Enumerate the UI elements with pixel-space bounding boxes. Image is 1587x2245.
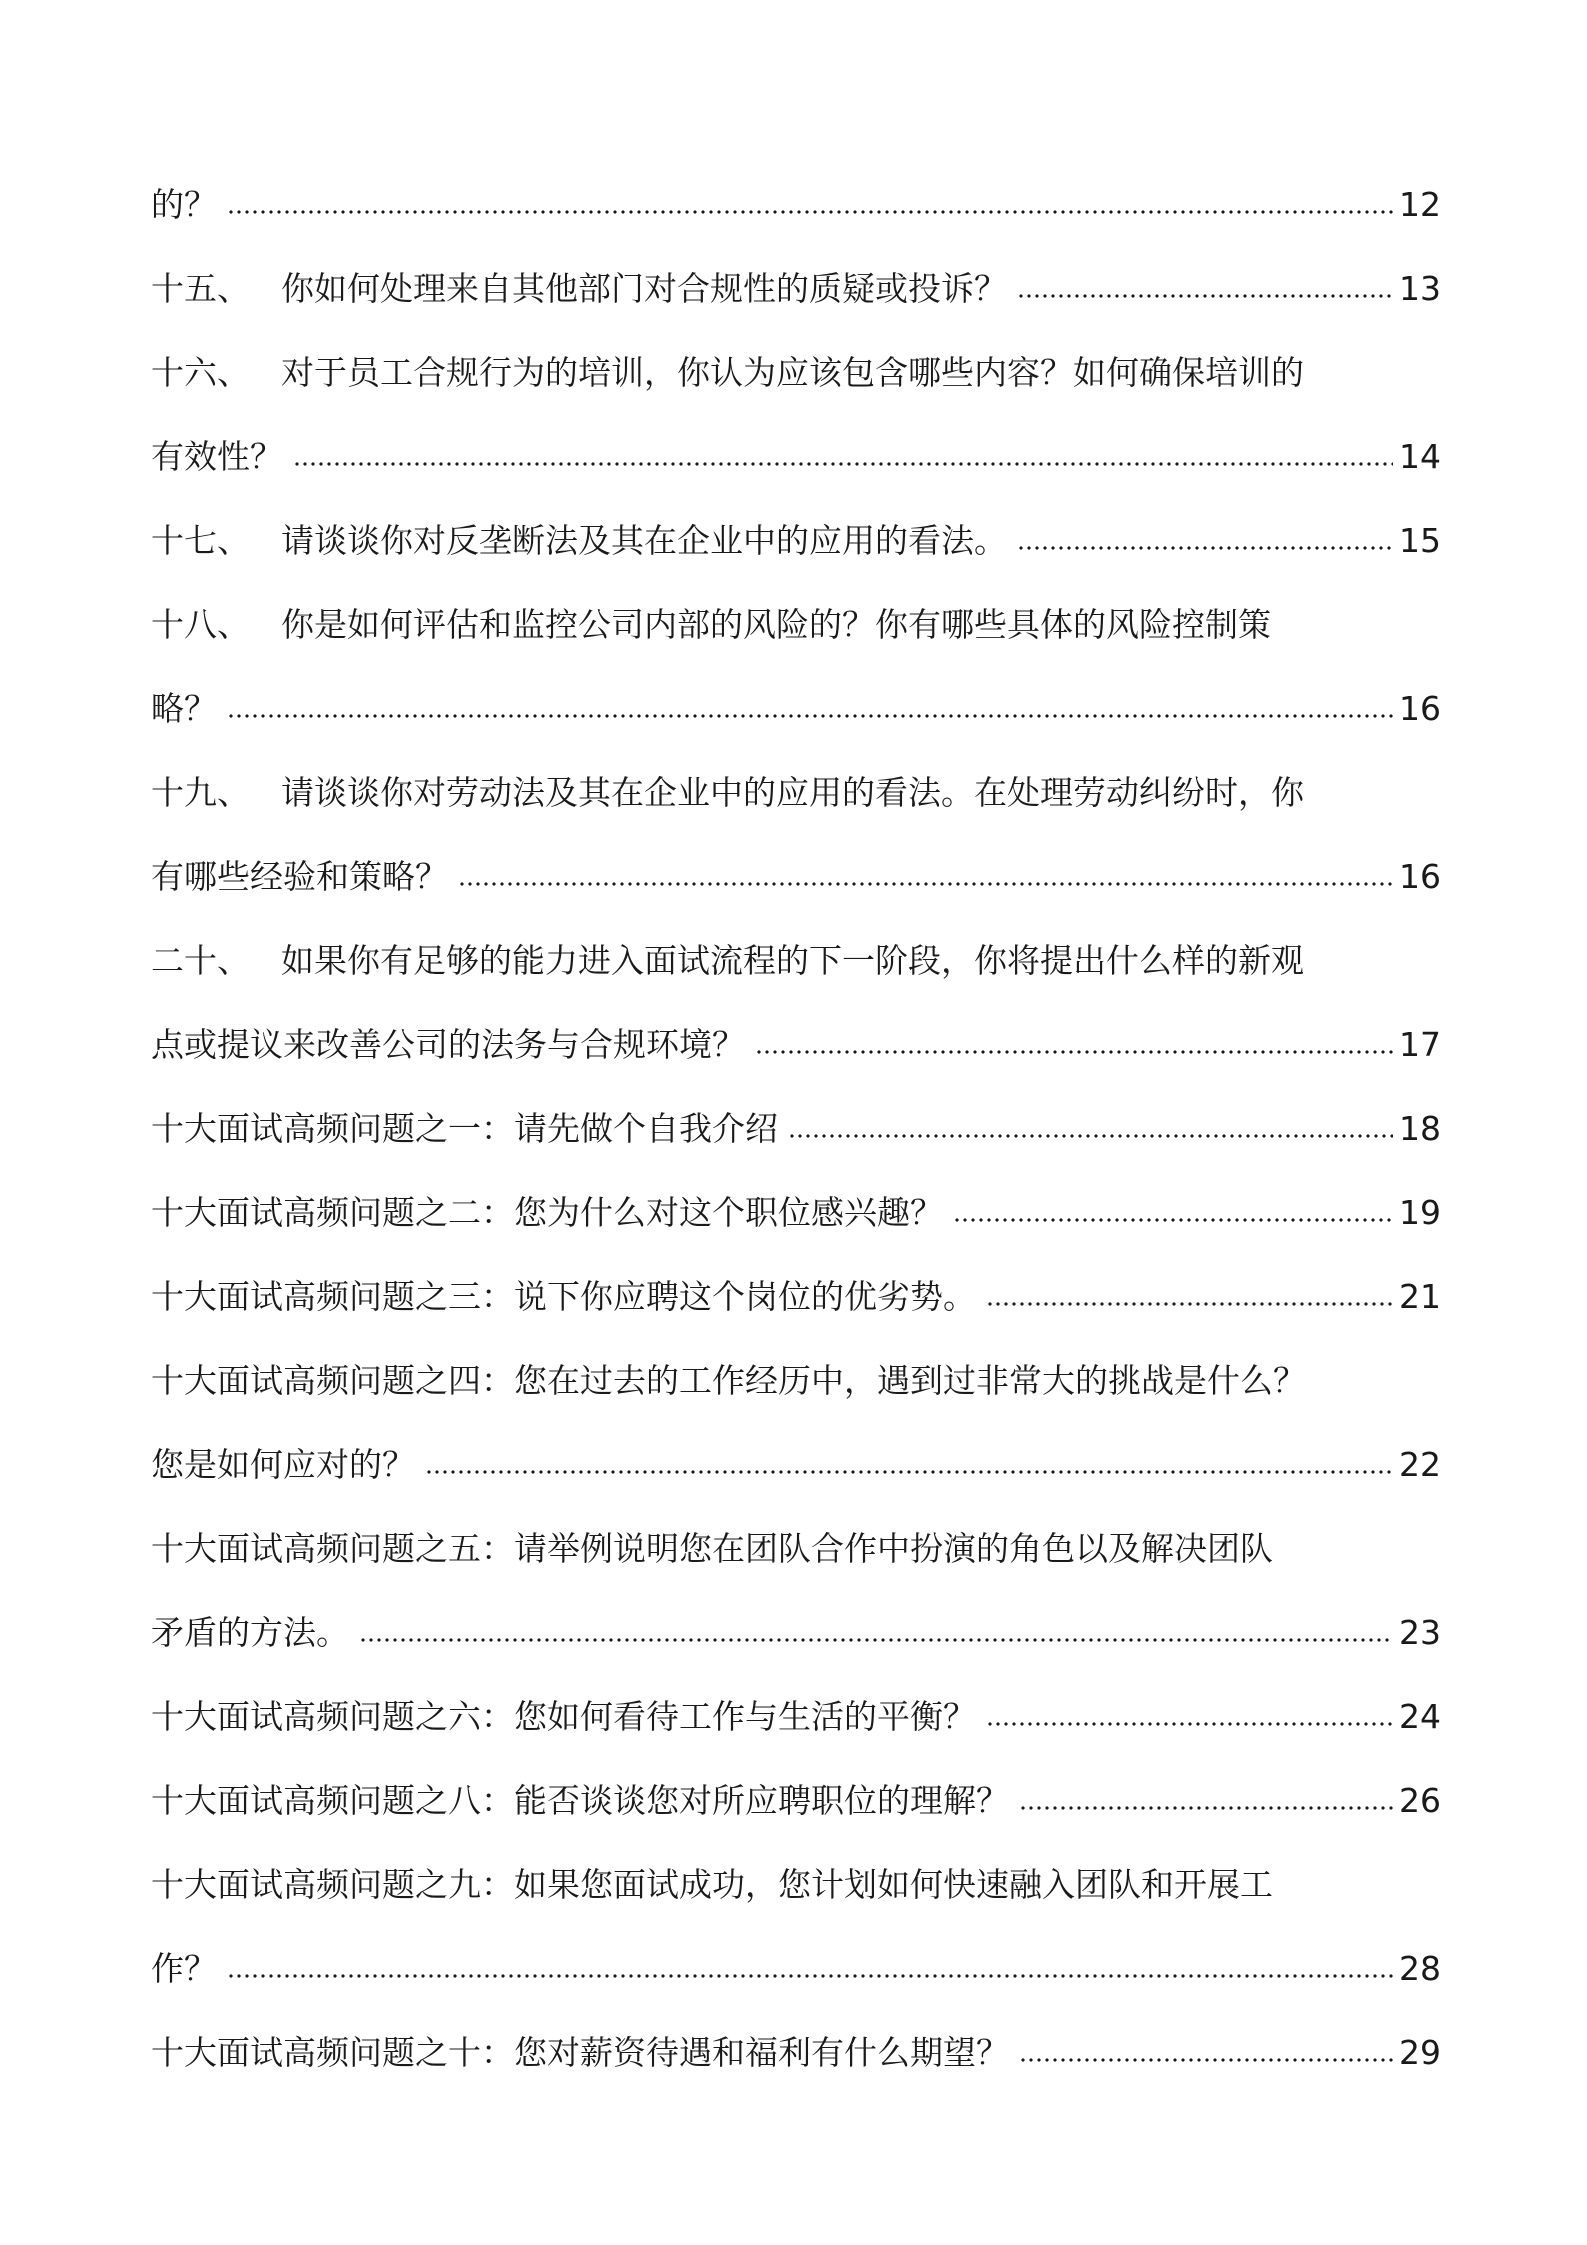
toc-entry[interactable] bbox=[151, 2011, 1441, 2095]
dot-leader bbox=[1017, 546, 1393, 550]
toc-entry-number: 十六、 bbox=[151, 353, 250, 392]
toc-entry[interactable] bbox=[151, 1171, 1441, 1255]
dot-leader bbox=[1019, 2058, 1393, 2062]
toc-entry[interactable] bbox=[151, 1843, 1441, 2011]
toc-page-number: 26 bbox=[1399, 1781, 1441, 1820]
toc-entry-title-continued: 您是如何应对的？ bbox=[151, 1445, 415, 1484]
toc-entry-title: 对于员工合规行为的培训，你认为应该包含哪些内容？如何确保培训的 bbox=[281, 353, 1304, 392]
toc-entry-title-continued: 点或提议来改善公司的法务与合规环境？ bbox=[151, 1025, 745, 1064]
toc-entry-title: 请谈谈你对反垄断法及其在企业中的应用的看法。 bbox=[281, 521, 1007, 560]
dot-leader bbox=[227, 1974, 1393, 1978]
toc-entry[interactable] bbox=[151, 1507, 1441, 1675]
toc-entry-title: 十大面试高频问题之九：如果您面试成功，您计划如何快速融入团队和开展工 bbox=[151, 1865, 1273, 1904]
toc-entry[interactable] bbox=[151, 919, 1441, 1087]
toc-entry[interactable] bbox=[151, 163, 1441, 247]
toc-entry-title: 你是如何评估和监控公司内部的风险的？你有哪些具体的风险控制策 bbox=[281, 605, 1271, 644]
toc-page-number: 28 bbox=[1399, 1949, 1441, 1988]
toc-page-number: 16 bbox=[1399, 857, 1441, 896]
toc-entry[interactable] bbox=[151, 1255, 1441, 1339]
toc-page-number: 16 bbox=[1399, 689, 1441, 728]
toc-page-number: 17 bbox=[1399, 1025, 1441, 1064]
toc-page-number: 19 bbox=[1399, 1193, 1441, 1232]
dot-leader bbox=[1017, 294, 1393, 298]
toc-entry[interactable] bbox=[151, 331, 1441, 499]
toc-entry[interactable] bbox=[151, 751, 1441, 919]
dot-leader bbox=[953, 1218, 1393, 1222]
toc-entry-title: 十大面试高频问题之四：您在过去的工作经历中，遇到过非常大的挑战是什么？ bbox=[151, 1361, 1306, 1400]
toc-entry[interactable] bbox=[151, 499, 1441, 583]
toc-page-number: 21 bbox=[1399, 1277, 1441, 1316]
toc-entry-number: 十九、 bbox=[151, 773, 250, 812]
toc-page-number: 14 bbox=[1399, 437, 1441, 476]
toc-entry[interactable] bbox=[151, 1675, 1441, 1759]
dot-leader bbox=[227, 210, 1393, 214]
toc-entry-title: 的？ bbox=[151, 185, 217, 224]
toc-page-number: 12 bbox=[1399, 185, 1441, 224]
dot-leader bbox=[425, 1470, 1393, 1474]
toc-entry-title: 十大面试高频问题之二：您为什么对这个职位感兴趣？ bbox=[151, 1193, 943, 1232]
toc-entry-title-continued: 矛盾的方法。 bbox=[151, 1613, 349, 1652]
toc-entry-title: 十大面试高频问题之十：您对薪资待遇和福利有什么期望？ bbox=[151, 2033, 1009, 2072]
dot-leader bbox=[986, 1722, 1393, 1726]
toc-page-number: 13 bbox=[1399, 269, 1441, 308]
toc-page-number: 18 bbox=[1399, 1109, 1441, 1148]
toc-entry-title: 十大面试高频问题之六：您如何看待工作与生活的平衡？ bbox=[151, 1697, 976, 1736]
toc-entry-title: 请谈谈你对劳动法及其在企业中的应用的看法。在处理劳动纠纷时，你 bbox=[281, 773, 1304, 812]
table-of-contents bbox=[151, 163, 1441, 2095]
toc-page-number: 22 bbox=[1399, 1445, 1441, 1484]
dot-leader bbox=[359, 1638, 1393, 1642]
toc-page-number: 15 bbox=[1399, 521, 1441, 560]
toc-entry-title-continued: 略？ bbox=[151, 689, 217, 728]
toc-entry-title: 你如何处理来自其他部门对合规性的质疑或投诉？ bbox=[281, 269, 1007, 308]
toc-entry-title-continued: 作？ bbox=[151, 1949, 217, 1988]
toc-entry-title-continued: 有哪些经验和策略？ bbox=[151, 857, 448, 896]
toc-entry-title: 如果你有足够的能力进入面试流程的下一阶段，你将提出什么样的新观 bbox=[281, 941, 1304, 980]
toc-entry[interactable] bbox=[151, 1339, 1441, 1507]
dot-leader bbox=[755, 1050, 1393, 1054]
toc-entry-number: 十八、 bbox=[151, 605, 250, 644]
toc-entry-number: 十五、 bbox=[151, 269, 250, 308]
toc-page-number: 24 bbox=[1399, 1697, 1441, 1736]
toc-entry[interactable] bbox=[151, 1759, 1441, 1843]
toc-entry-title: 十大面试高频问题之一：请先做个自我介绍 bbox=[151, 1109, 778, 1148]
dot-leader bbox=[1019, 1806, 1393, 1810]
toc-entry[interactable] bbox=[151, 247, 1441, 331]
toc-entry-title: 十大面试高频问题之五：请举例说明您在团队合作中扮演的角色以及解决团队 bbox=[151, 1529, 1273, 1568]
toc-entry-number: 十七、 bbox=[151, 521, 250, 560]
toc-entry[interactable] bbox=[151, 1087, 1441, 1171]
toc-page-number: 29 bbox=[1399, 2033, 1441, 2072]
dot-leader bbox=[293, 462, 1393, 466]
toc-page-number: 23 bbox=[1399, 1613, 1441, 1652]
toc-entry-title: 十大面试高频问题之三：说下你应聘这个岗位的优劣势。 bbox=[151, 1277, 976, 1316]
dot-leader bbox=[458, 882, 1393, 886]
toc-entry-title-continued: 有效性？ bbox=[151, 437, 283, 476]
dot-leader bbox=[788, 1134, 1393, 1138]
toc-entry[interactable] bbox=[151, 583, 1441, 751]
toc-entry-number: 二十、 bbox=[151, 941, 250, 980]
dot-leader bbox=[227, 714, 1393, 718]
toc-entry-title: 十大面试高频问题之八：能否谈谈您对所应聘职位的理解？ bbox=[151, 1781, 1009, 1820]
dot-leader bbox=[986, 1302, 1393, 1306]
